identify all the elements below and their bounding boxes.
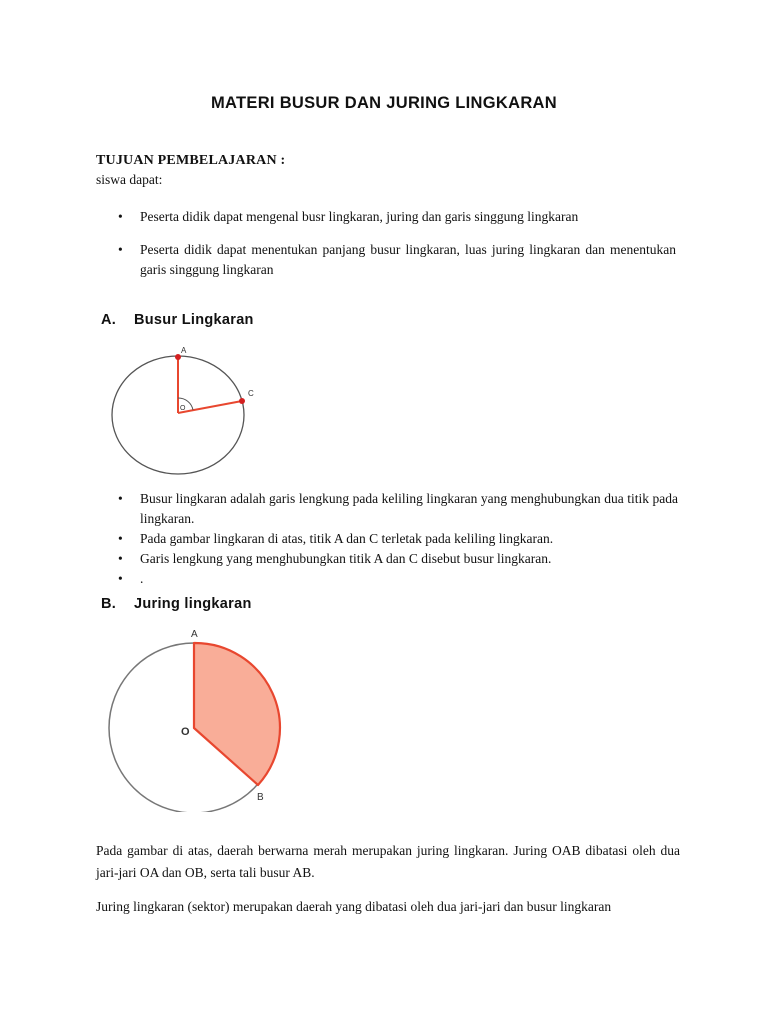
bullet-icon: • (118, 491, 123, 506)
document-title: MATERI BUSUR DAN JURING LINGKARAN (210, 94, 557, 112)
bullet-icon: • (118, 209, 123, 224)
section-a-title: Busur Lingkaran (134, 312, 254, 328)
arc-point-text: . (140, 571, 144, 586)
arc-point-text: Busur lingkaran adalah garis lengkung pada keliling lingkaran yang menghubungkan dua titik pada lingkaran. (140, 491, 678, 526)
list-item (116, 489, 678, 529)
objective-text: Peserta didik dapat menentukan panjang busur lingkaran, luas juring lingkaran dan menentukan garis singgung lingkaran (140, 242, 676, 277)
label-c: C (248, 389, 254, 398)
list-item (116, 549, 678, 569)
objectives-list (116, 207, 676, 280)
bullet-icon: • (118, 571, 123, 586)
label-o: O (180, 405, 186, 412)
label-o: O (181, 726, 190, 738)
list-item (116, 207, 676, 227)
section-b-heading (101, 596, 252, 612)
arc-point-text: Pada gambar lingkaran di atas, titik A dan C terletak pada keliling lingkaran. (140, 531, 554, 546)
section-b-title: Juring lingkaran (134, 596, 252, 612)
section-b-number: B. (101, 596, 117, 612)
radius-oc (178, 401, 242, 413)
section-a-list (116, 489, 678, 589)
sector-diagram (100, 622, 290, 812)
bullet-icon: • (118, 551, 123, 566)
point-c (239, 398, 245, 404)
label-b: B (257, 792, 264, 803)
bullet-icon: • (118, 531, 123, 546)
sector-paragraph-1: Pada gambar di atas, daerah berwarna merah merupakan juring lingkaran. Juring OAB dibatasi oleh dua jari-jari OA dan OB, serta tali busur AB. (96, 843, 680, 880)
arc-point-text: Garis lengkung yang menghubungkan titik A dan C disebut busur lingkaran. (140, 551, 552, 566)
list-item (116, 240, 676, 280)
section-a-number: A. (101, 312, 117, 328)
section-a-heading (101, 312, 254, 328)
arc-diagram (100, 340, 280, 490)
label-a: A (181, 346, 187, 355)
label-a: A (191, 629, 198, 640)
objectives-subheading: siswa dapat: (96, 172, 163, 187)
list-item (116, 569, 678, 589)
bullet-icon: • (118, 242, 123, 257)
objective-text: Peserta didik dapat mengenal busr lingkaran, juring dan garis singgung lingkaran (140, 209, 579, 224)
sector-paragraph-2: Juring lingkaran (sektor) merupakan daerah yang dibatasi oleh dua jari-jari dan busur lingkaran (96, 899, 612, 914)
objectives-heading: TUJUAN PEMBELAJARAN : (96, 153, 286, 168)
list-item (116, 529, 678, 549)
